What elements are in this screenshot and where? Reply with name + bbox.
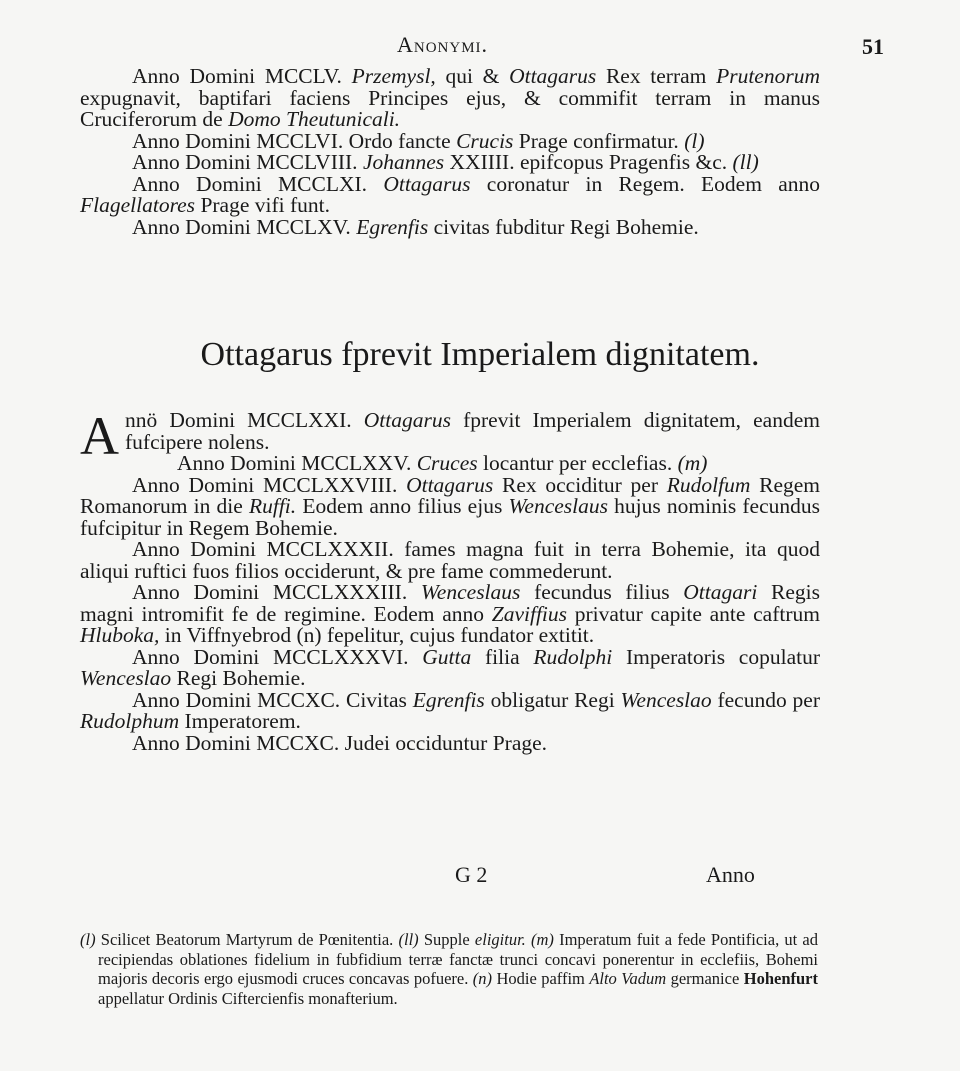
entry-name-italic: Ottagarus bbox=[363, 408, 451, 432]
entry-text: Imperatoris copulatur bbox=[612, 644, 820, 669]
entry-name-italic: (m) bbox=[677, 451, 708, 475]
entry-text: Rex occiditur per bbox=[493, 472, 667, 497]
entry-text: expugnavit, baptifari faciens Principes ejus, & commifit terram in manus Cruciferorum de bbox=[80, 85, 820, 131]
entry-text: Imperatorem. bbox=[179, 709, 301, 733]
footnote-fraktur-word: Hohenfurt bbox=[743, 969, 818, 988]
footnote-n-italic: Alto Vadum bbox=[589, 969, 667, 988]
entry-text: locantur per ecclefias. bbox=[477, 451, 678, 475]
annal-entry bbox=[80, 730, 820, 755]
entry-name-italic: Egrenfis bbox=[412, 687, 485, 712]
entry-text: Anno Domini MCCLVIII. bbox=[132, 150, 363, 174]
annal-entry bbox=[80, 66, 820, 131]
footnote-ll-text: Supple bbox=[418, 930, 475, 949]
annal-entry bbox=[80, 152, 820, 174]
entry-text: Anno Domini MCCXC. Civitas bbox=[132, 687, 413, 712]
entry-text: fecundo per bbox=[711, 687, 820, 712]
footnote-n-text: Hodie paffim bbox=[492, 969, 590, 988]
entry-text: Anno Domini MCCLXXV. bbox=[177, 451, 417, 475]
entry-name-italic: Rudolphi bbox=[533, 644, 613, 669]
entry-text: Rex terram bbox=[596, 64, 717, 88]
entry-name-italic: Ruffi. bbox=[248, 494, 297, 518]
entry-name-italic: Domo Theutunicali. bbox=[228, 107, 401, 131]
entry-name-italic: Wenceslaus bbox=[420, 580, 521, 604]
annal-entry bbox=[80, 582, 820, 647]
entry-text: privatur capite ante caftrum bbox=[567, 601, 820, 626]
entry-text: in Viffnyebrod (n) fepelitur, cujus fundator extitit. bbox=[159, 623, 595, 647]
entry-text: Anno Domini MCCLXXXIII. bbox=[132, 580, 421, 604]
entry-name-italic: Crucis bbox=[456, 128, 514, 153]
entry-name-italic: Gutta bbox=[422, 644, 472, 669]
entry-name-italic: Hluboka, bbox=[80, 623, 160, 647]
entry-name-italic: Ottagarus bbox=[383, 171, 471, 196]
catchword: Anno bbox=[706, 862, 755, 887]
entry-text: filia bbox=[471, 644, 534, 669]
annal-entry bbox=[80, 644, 820, 690]
dropcap-initial: A bbox=[80, 406, 119, 466]
entry-name-italic: (ll) bbox=[732, 150, 759, 174]
footnote-mark-n: (n) bbox=[472, 969, 493, 988]
entry-name-italic: Rudolfum bbox=[666, 472, 751, 497]
entry-text: nnö Domini MCCLXXI. bbox=[125, 408, 364, 432]
entry-text: fecundus filius bbox=[520, 580, 684, 604]
entry-text: Anno Domini MCCLXXXII. fames magna fuit in terra Bohemie, ita quod aliqui ruftici fuos filios occiderunt, & pre fame commederunt. bbox=[80, 537, 820, 583]
entry-text: hujus nominis fecundus fufcipitur in Regem Bohemie. bbox=[80, 494, 820, 540]
annal-entry bbox=[80, 171, 820, 217]
section-heading: Ottagarus fprevit Imperialem dignitatem. bbox=[200, 336, 760, 373]
top-entries bbox=[80, 66, 820, 238]
entry-name-italic: Wenceslaus bbox=[508, 494, 609, 518]
entry-text: Anno Domini MCCLXI. bbox=[132, 171, 384, 196]
entry-name-italic: Ottagarus bbox=[406, 472, 494, 497]
entry-text: Regis magni intromifit fe de regimine. Eodem anno bbox=[80, 580, 820, 626]
entry-name-italic: Ottagari bbox=[683, 580, 758, 604]
footnote-mark-ll: (ll) bbox=[398, 930, 419, 949]
footnote-l-text: Scilicet Beatorum Martyrum de Pœnitentia. bbox=[95, 930, 399, 949]
footnote-paragraph bbox=[80, 930, 818, 1008]
entry-name-italic: Cruces bbox=[416, 451, 478, 475]
entry-name-italic: Wenceslao bbox=[620, 687, 712, 712]
footnote-mark-m: (m) bbox=[525, 930, 554, 949]
entry-text: fprevit Imperialem dignitatem, eandem fufcipere nolens. bbox=[125, 408, 820, 454]
footnote-n-text3: appellatur Ordinis Ciftercienfis monafterium. bbox=[98, 988, 398, 1008]
entry-text: Regem Romanorum in die bbox=[80, 472, 820, 518]
entry-text: XXIIII. epifcopus Pragenfis &c. bbox=[444, 150, 733, 174]
entry-text: Prage vifi funt. bbox=[195, 193, 331, 217]
annal-entry bbox=[80, 214, 820, 239]
running-head bbox=[0, 32, 960, 66]
entry-text: coronatur in Regem. Eodem anno bbox=[470, 171, 820, 196]
signature-mark: G 2 bbox=[455, 862, 488, 887]
entry-name-italic: Ottagarus bbox=[509, 64, 597, 88]
footnote-ll-italic: eligitur. bbox=[474, 930, 526, 949]
entry-name-italic: Przemysl, bbox=[351, 64, 436, 88]
entry-text: civitas fubditur Regi Bohemie. bbox=[428, 214, 699, 239]
entry-text: obligatur Regi bbox=[484, 687, 621, 712]
entry-text: Eodem anno filius ejus bbox=[296, 494, 509, 518]
entry-text: Regi Bohemie. bbox=[171, 666, 306, 690]
entry-name-italic: Rudolphum bbox=[80, 709, 180, 733]
annal-entry bbox=[80, 539, 820, 582]
running-title: Anonymi. bbox=[397, 32, 489, 57]
entry-text: qui & bbox=[435, 64, 510, 88]
annal-entry bbox=[80, 128, 820, 153]
annal-entry bbox=[80, 687, 820, 733]
entry-name-italic: Johannes bbox=[362, 150, 445, 174]
annal-entry bbox=[80, 453, 820, 475]
entry-text: Anno Domini MCCLVI. Ordo fancte bbox=[132, 128, 457, 153]
page-number: 51 bbox=[862, 34, 884, 59]
entry-text: Anno Domini MCCLV. bbox=[132, 64, 352, 88]
footnotes bbox=[80, 930, 818, 1008]
catchwords-line bbox=[0, 862, 960, 892]
entry-text: Anno Domini MCCLXXXVI. bbox=[132, 644, 423, 669]
main-entries bbox=[80, 406, 820, 755]
entry-text: Prage confirmatur. bbox=[513, 128, 685, 153]
annal-entry bbox=[80, 472, 820, 540]
footnote-m-text: Imperatum fuit a fede Pontificia, ut ad recipiendas oblationes fidelium in fubfidium terræ fanctæ trunci concavi ponerentur in ecclefiis, Bohemi majoris decoris ergo ejusmodi cruces concavas pofuere. bbox=[98, 930, 818, 988]
entry-text: Anno Domini MCCLXXVIII. bbox=[132, 472, 407, 497]
footnote-n-text2: germanice bbox=[666, 969, 744, 988]
entry-name-italic: Egrenfis bbox=[356, 214, 429, 239]
entry-name-italic: Flagellatores bbox=[80, 193, 196, 217]
entry-name-italic: Prutenorum bbox=[716, 64, 820, 88]
entry-name-italic: Zaviffius bbox=[491, 601, 568, 626]
footnote-mark-l: (l) bbox=[80, 930, 96, 949]
entry-text: Anno Domini MCCLXV. bbox=[132, 214, 357, 239]
entry-name-italic: Wenceslao bbox=[80, 666, 172, 690]
annal-entry bbox=[80, 410, 820, 453]
entry-name-italic: (l) bbox=[684, 128, 705, 153]
entry-text: Anno Domini MCCXC. Judei occiduntur Prage. bbox=[132, 730, 548, 755]
